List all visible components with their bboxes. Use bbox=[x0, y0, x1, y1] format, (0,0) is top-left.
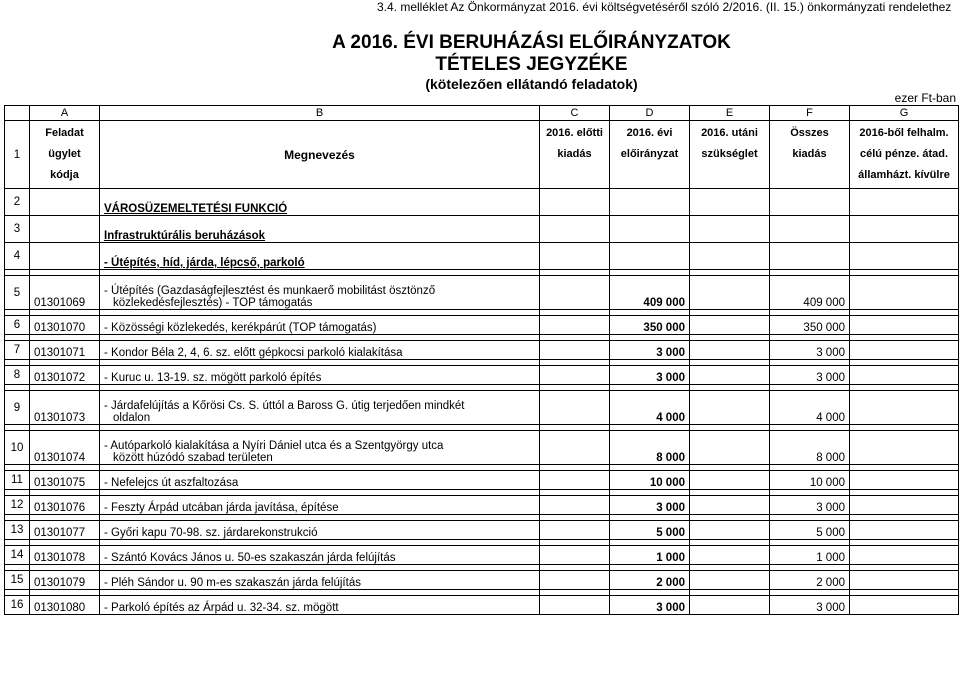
transfer-value bbox=[850, 546, 959, 565]
transfer-value bbox=[850, 341, 959, 360]
appropriation-value: 3 000 bbox=[610, 496, 690, 515]
total-value: 3 000 bbox=[770, 341, 850, 360]
col-letter: B bbox=[100, 106, 540, 121]
empty-cell bbox=[850, 189, 959, 216]
table-row bbox=[5, 391, 959, 425]
item-name-line: - Nefelejcs út aszfaltozása bbox=[104, 477, 239, 489]
empty-cell bbox=[850, 243, 959, 270]
section-row bbox=[5, 243, 959, 270]
item-name bbox=[100, 546, 540, 565]
appropriation-value: 4 000 bbox=[610, 391, 690, 425]
appropriation-value: 3 000 bbox=[610, 366, 690, 385]
row-number: 3 bbox=[5, 216, 30, 243]
appropriation-value: 2 000 bbox=[610, 571, 690, 590]
total-value: 3 000 bbox=[770, 496, 850, 515]
before-value bbox=[540, 341, 610, 360]
row-number: 12 bbox=[5, 496, 30, 515]
row-number: 1 bbox=[5, 121, 30, 189]
table-row bbox=[5, 571, 959, 590]
row-number: 9 bbox=[5, 391, 30, 425]
section-row bbox=[5, 216, 959, 243]
item-name-line: - Kondor Béla 2, 4, 6. sz. előtt gépkocsi parkoló kialakítása bbox=[104, 347, 403, 359]
before-value bbox=[540, 496, 610, 515]
item-code bbox=[30, 216, 100, 243]
before-value bbox=[540, 316, 610, 335]
after-value bbox=[690, 391, 770, 425]
item-name bbox=[100, 341, 540, 360]
appropriation-value: 8 000 bbox=[610, 431, 690, 465]
after-value bbox=[690, 366, 770, 385]
transfer-value bbox=[850, 521, 959, 540]
row-number: 13 bbox=[5, 521, 30, 540]
col-letter: E bbox=[690, 106, 770, 121]
table-row bbox=[5, 496, 959, 515]
unit-label: ezer Ft-ban bbox=[894, 91, 956, 105]
col-letter: F bbox=[770, 106, 850, 121]
appropriation-value: 10 000 bbox=[610, 471, 690, 490]
total-value: 350 000 bbox=[770, 316, 850, 335]
before-value bbox=[540, 391, 610, 425]
empty-cell bbox=[610, 189, 690, 216]
item-name-line: - Feszty Árpád utcában járda javítása, építése bbox=[104, 502, 339, 514]
item-code: 01301080 bbox=[30, 596, 100, 615]
before-value bbox=[540, 546, 610, 565]
col-letter: G bbox=[850, 106, 959, 121]
row-number: 8 bbox=[5, 366, 30, 385]
item-name bbox=[100, 496, 540, 515]
transfer-value bbox=[850, 596, 959, 615]
item-name-line: közlekedésfejlesztés) - TOP támogatás bbox=[113, 297, 313, 309]
title-line-1: A 2016. ÉVI BERUHÁZÁSI ELŐIRÁNYZATOK bbox=[332, 32, 731, 53]
table-row bbox=[5, 546, 959, 565]
total-value: 5 000 bbox=[770, 521, 850, 540]
empty-cell bbox=[540, 243, 610, 270]
header-total: Összes kiadás bbox=[770, 121, 850, 189]
empty-cell bbox=[540, 216, 610, 243]
header-code: Feladat ügylet kódja bbox=[30, 121, 100, 189]
item-code: 01301069 bbox=[30, 276, 100, 310]
empty-cell bbox=[770, 243, 850, 270]
section-title bbox=[100, 243, 540, 270]
appropriation-value: 5 000 bbox=[610, 521, 690, 540]
before-value bbox=[540, 366, 610, 385]
row-number: 14 bbox=[5, 546, 30, 565]
empty-cell bbox=[690, 216, 770, 243]
appropriation-value: 3 000 bbox=[610, 596, 690, 615]
header-after: 2016. utáni szükséglet bbox=[690, 121, 770, 189]
after-value bbox=[690, 316, 770, 335]
item-code: 01301076 bbox=[30, 496, 100, 515]
empty-cell bbox=[770, 189, 850, 216]
title-line-3: (kötelezően ellátandó feladatok) bbox=[425, 76, 638, 92]
before-value bbox=[540, 431, 610, 465]
section-row bbox=[5, 189, 959, 216]
item-code: 01301074 bbox=[30, 431, 100, 465]
title-line-2: TÉTELES JEGYZÉKE bbox=[435, 54, 628, 75]
item-name-line: között húzódó szabad területen bbox=[113, 452, 273, 464]
row-number: 6 bbox=[5, 316, 30, 335]
after-value bbox=[690, 276, 770, 310]
transfer-value bbox=[850, 391, 959, 425]
item-name-line: - Útépítés (Gazdaságfejlesztést és munkaerő mobilitást ösztönző bbox=[104, 285, 436, 297]
item-name-line: - Járdafelújítás a Kőrösi Cs. S. úttól a Baross G. útig terjedően mindkét bbox=[104, 400, 465, 412]
empty-cell bbox=[610, 243, 690, 270]
item-code: 01301079 bbox=[30, 571, 100, 590]
transfer-value bbox=[850, 471, 959, 490]
after-value bbox=[690, 596, 770, 615]
item-name bbox=[100, 366, 540, 385]
section-title-text: Infrastruktúrális beruházások bbox=[104, 230, 266, 242]
after-value bbox=[690, 521, 770, 540]
item-code: 01301077 bbox=[30, 521, 100, 540]
table-row bbox=[5, 316, 959, 335]
table-row bbox=[5, 521, 959, 540]
transfer-value bbox=[850, 366, 959, 385]
after-value bbox=[690, 571, 770, 590]
item-name-line: - Parkoló építés az Árpád u. 32-34. sz. mögött bbox=[104, 602, 339, 614]
after-value bbox=[690, 431, 770, 465]
section-title bbox=[100, 189, 540, 216]
table-row bbox=[5, 431, 959, 465]
item-code: 01301071 bbox=[30, 341, 100, 360]
total-value: 3 000 bbox=[770, 366, 850, 385]
empty-cell bbox=[540, 189, 610, 216]
header-appropriation: 2016. évi előirányzat bbox=[610, 121, 690, 189]
appropriation-value: 409 000 bbox=[610, 276, 690, 310]
before-value bbox=[540, 471, 610, 490]
item-code bbox=[30, 243, 100, 270]
total-value: 1 000 bbox=[770, 546, 850, 565]
item-name bbox=[100, 571, 540, 590]
before-value bbox=[540, 521, 610, 540]
total-value: 8 000 bbox=[770, 431, 850, 465]
item-name-line: - Szántó Kovács János u. 50-es szakaszán járda felújítás bbox=[104, 552, 396, 564]
table-row bbox=[5, 596, 959, 615]
table-row bbox=[5, 341, 959, 360]
section-title-text: VÁROSÜZEMELTETÉSI FUNKCIÓ bbox=[104, 203, 288, 215]
before-value bbox=[540, 276, 610, 310]
after-value bbox=[690, 471, 770, 490]
item-code: 01301073 bbox=[30, 391, 100, 425]
column-letters-row bbox=[5, 106, 959, 121]
row-number: 5 bbox=[5, 276, 30, 310]
row-number: 11 bbox=[5, 471, 30, 490]
transfer-value bbox=[850, 316, 959, 335]
before-value bbox=[540, 596, 610, 615]
item-name bbox=[100, 521, 540, 540]
total-value: 2 000 bbox=[770, 571, 850, 590]
item-name-line: - Közösségi közlekedés, kerékpárút (TOP támogatás) bbox=[104, 322, 377, 334]
row-number: 15 bbox=[5, 571, 30, 590]
after-value bbox=[690, 496, 770, 515]
appropriation-value: 1 000 bbox=[610, 546, 690, 565]
before-value bbox=[540, 571, 610, 590]
table-row bbox=[5, 276, 959, 310]
col-letter: D bbox=[610, 106, 690, 121]
item-name bbox=[100, 471, 540, 490]
total-value: 3 000 bbox=[770, 596, 850, 615]
transfer-value bbox=[850, 276, 959, 310]
table-row bbox=[5, 471, 959, 490]
item-name bbox=[100, 391, 540, 425]
appropriation-value: 3 000 bbox=[610, 341, 690, 360]
document-reference: 3.4. melléklet Az Önkormányzat 2016. évi költségvetéséről szóló 2/2016. (II. 15.) önkormányzati rendelethez bbox=[377, 0, 952, 14]
item-code: 01301075 bbox=[30, 471, 100, 490]
header-transfer: 2016-ből felhalm. célú pénze. átad. államházt. kívülre bbox=[850, 121, 959, 189]
table-row bbox=[5, 366, 959, 385]
row-number: 4 bbox=[5, 243, 30, 270]
item-name-line: - Kuruc u. 13-19. sz. mögött parkoló építés bbox=[104, 372, 322, 384]
row-number: 2 bbox=[5, 189, 30, 216]
header-row bbox=[5, 121, 959, 189]
section-title bbox=[100, 216, 540, 243]
after-value bbox=[690, 546, 770, 565]
row-number: 16 bbox=[5, 596, 30, 615]
header-name: Megnevezés bbox=[100, 121, 540, 189]
total-value: 4 000 bbox=[770, 391, 850, 425]
item-name-line: - Autóparkoló kialakítása a Nyíri Dániel utca és a Szentgyörgy utca bbox=[104, 440, 444, 452]
total-value: 10 000 bbox=[770, 471, 850, 490]
item-name bbox=[100, 431, 540, 465]
transfer-value bbox=[850, 571, 959, 590]
row-number: 7 bbox=[5, 341, 30, 360]
item-name bbox=[100, 596, 540, 615]
empty-cell bbox=[770, 216, 850, 243]
col-letter: C bbox=[540, 106, 610, 121]
total-value: 409 000 bbox=[770, 276, 850, 310]
item-code: 01301070 bbox=[30, 316, 100, 335]
empty-cell bbox=[690, 189, 770, 216]
item-name-line: - Győri kapu 70-98. sz. járdarekonstrukció bbox=[104, 527, 318, 539]
empty-cell bbox=[850, 216, 959, 243]
after-value bbox=[690, 341, 770, 360]
transfer-value bbox=[850, 431, 959, 465]
investment-table bbox=[4, 105, 959, 615]
transfer-value bbox=[850, 496, 959, 515]
item-name bbox=[100, 276, 540, 310]
header-before: 2016. előtti kiadás bbox=[540, 121, 610, 189]
section-title-text: - Útépítés, híd, járda, lépcső, parkoló bbox=[104, 257, 305, 269]
item-code: 01301072 bbox=[30, 366, 100, 385]
empty-cell bbox=[610, 216, 690, 243]
col-letter: A bbox=[30, 106, 100, 121]
row-number: 10 bbox=[5, 431, 30, 465]
item-code: 01301078 bbox=[30, 546, 100, 565]
item-name-line: - Pléh Sándor u. 90 m-es szakaszán járda felújítás bbox=[104, 577, 361, 589]
item-name-line: oldalon bbox=[113, 412, 151, 424]
item-name bbox=[100, 316, 540, 335]
empty-cell bbox=[690, 243, 770, 270]
appropriation-value: 350 000 bbox=[610, 316, 690, 335]
item-code bbox=[30, 189, 100, 216]
